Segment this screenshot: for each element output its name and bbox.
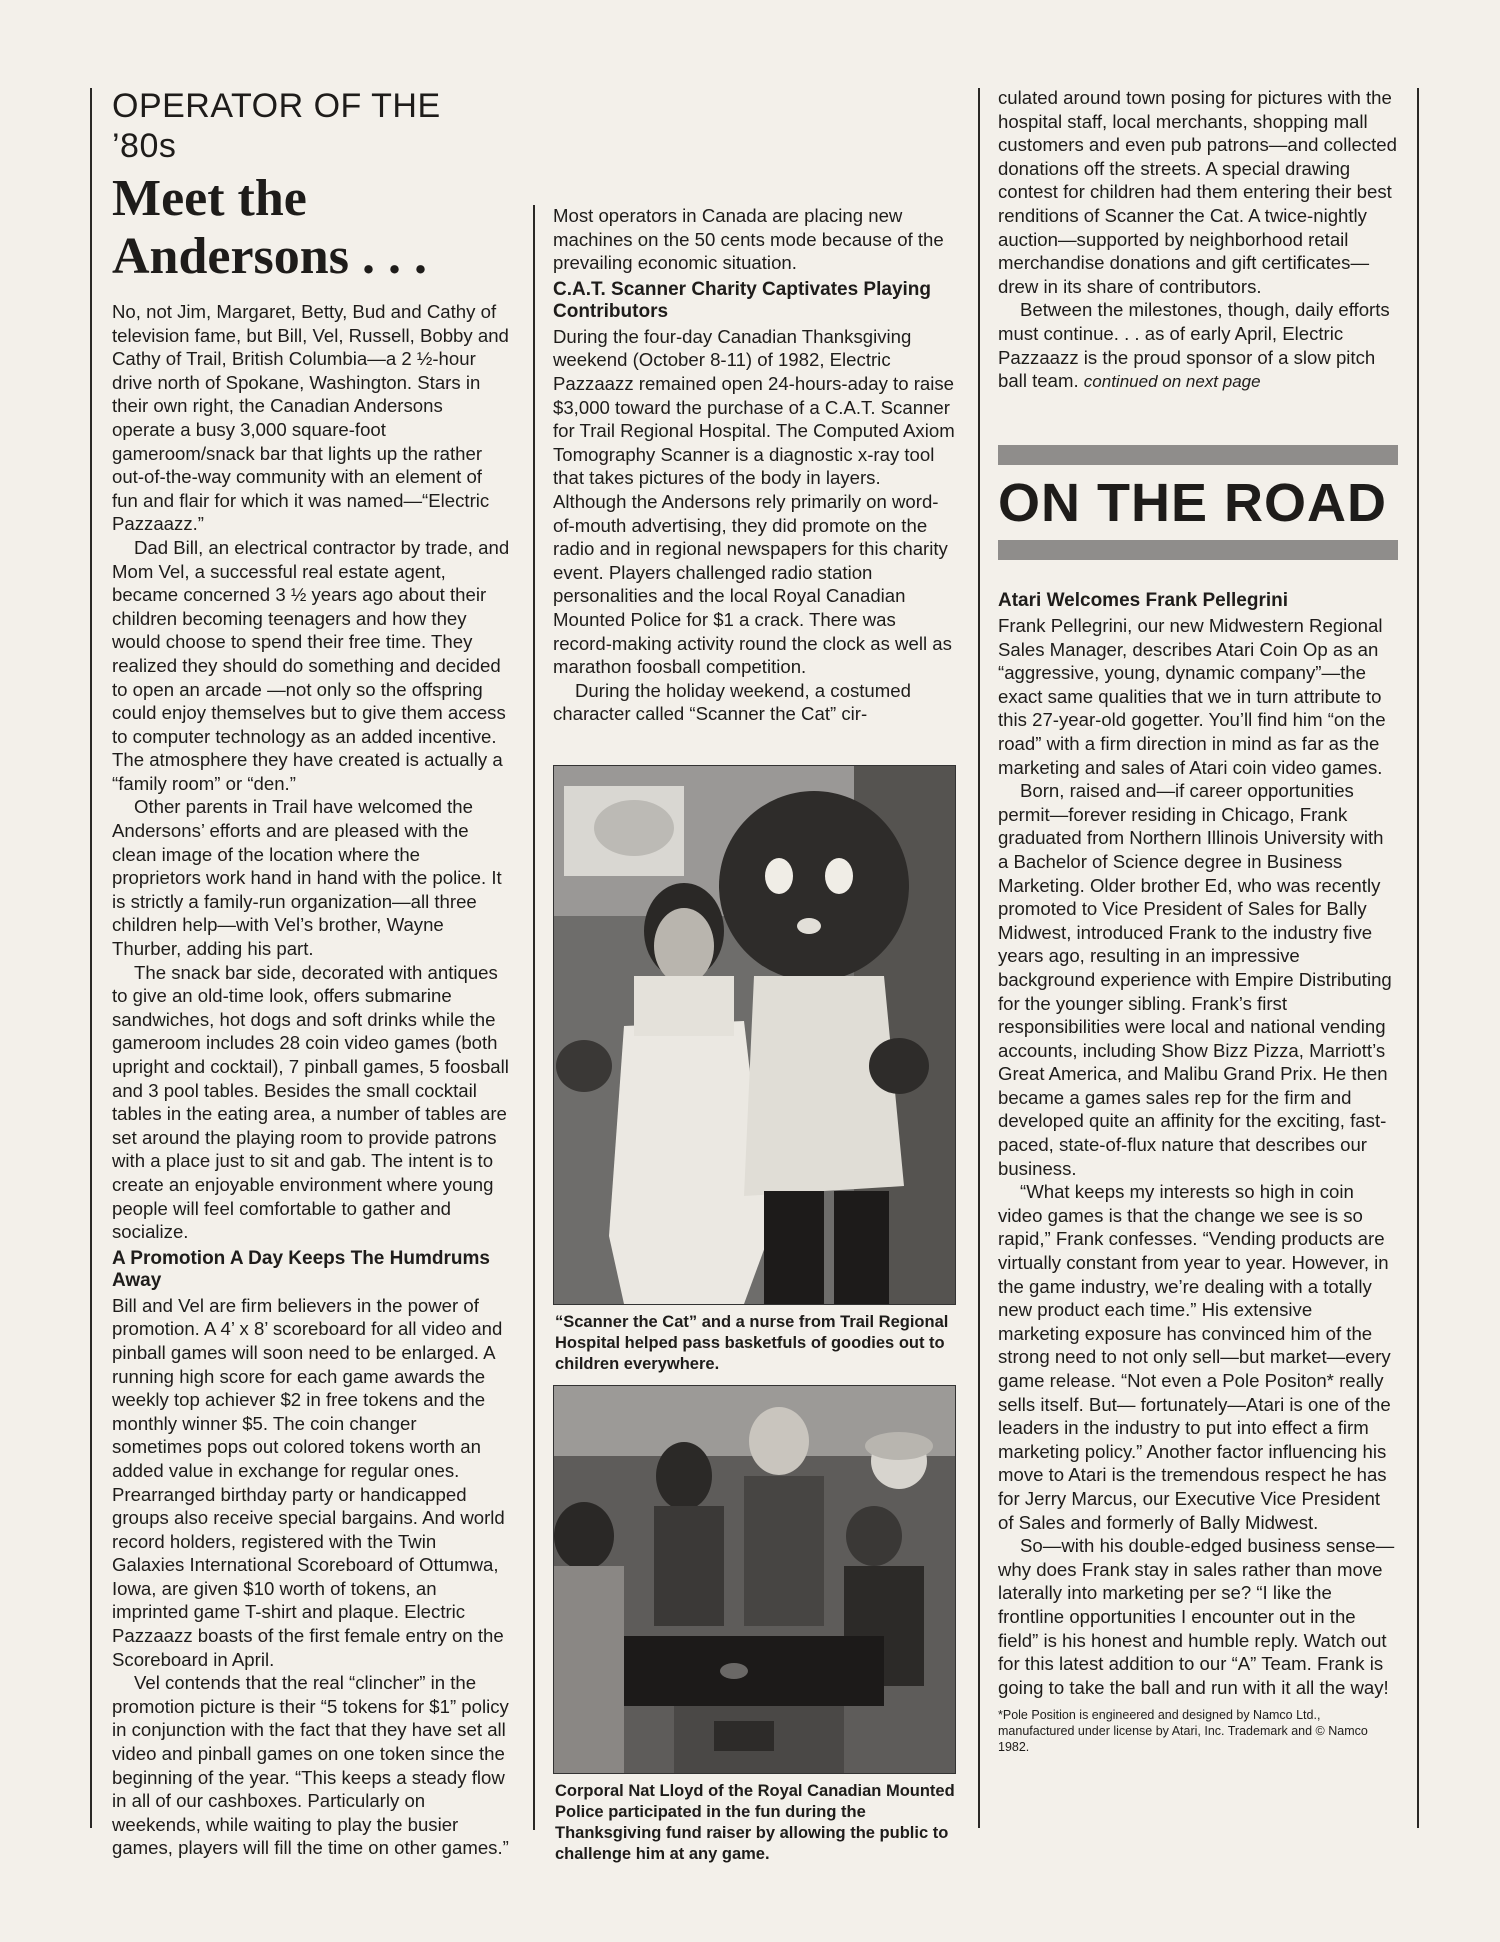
- paragraph: Dad Bill, an electrical contractor by trade, and Mom Vel, a successful real estate agent, became concerned 3 ½ years ago about their children becoming teenagers and how they would choose to spend their free time. They realized they should do something and decided to open an arcade —not only so the offspring could enjoy themselves but to give them access to computer technology as an added incentive. The atmosphere they have created is actually a “family room” or “den.”: [112, 536, 510, 794]
- paragraph: No, not Jim, Margaret, Betty, Bud and Cathy of television fame, but Bill, Vel, Russell, Bobby and Cathy of Trail, British Columbia—a 2 ½-hour drive north of Spokane, Washington. Stars in their own right, the Canadian Andersons operate a busy 3,000 square-foot gameroom/snack bar that lights up the rather out-of-the-way community with an element of fun and flair for which it was named—“Electric Pazzaazz.”: [112, 301, 509, 535]
- article-body-col2: [553, 204, 955, 275]
- section-subhead: A Promotion A Day Keeps The Humdrums Away: [112, 1247, 490, 1291]
- banner-stripe-bottom: [998, 540, 1398, 560]
- article-column-1: [112, 86, 510, 1860]
- paragraph: Bill and Vel are firm believers in the power of promotion. A 4’ x 8’ scoreboard for all video and pinball games will soon need to be enlarged. A running high score for each game awards the weekly top achiever $2 in free tokens and the monthly winner $5. The coin changer sometimes pops out colored tokens worth an added value in exchange for regular ones. Prearranged birthday party or handicapped groups also receive special bargains. And world record holders, registered with the Twin Galaxies International Scoreboard of Ottumwa, Iowa, are given $10 worth of tokens, an imprinted game T-shirt and plaque. Electric Pazzaazz boasts of the first female entry on the Scoreboard in April.: [112, 1294, 505, 1670]
- photo-corporal-lloyd: [553, 1385, 956, 1774]
- paragraph: Born, raised and—if career opportunities permit—forever residing in Chicago, Frank graduated from Northern Illinois University with a Bachelor of Science degree in Business Marketing. Older brother Ed, who was recently promoted to Vice President of Sales for Bally Midwest, introduced Frank to the industry five years ago, resulting in an impressive background experience with Empire Distributing for the younger sibling. Frank’s first responsibilities were local and national vending accounts, including Show Bizz Pizza, Marriott’s Great America, and Malibu Grand Prix. He then became a games sales rep for the firm and developed quite an affinity for the exciting, fast-paced, state-of-flux nature that describes our business.: [998, 780, 1392, 1179]
- paragraph: The snack bar side, decorated with antiques to give an old-time look, offers submarine sandwiches, hot dogs and soft drinks while the gameroom includes 28 coin video games (both upright and cocktail), 7 pinball games, 5 foosball and 3 pool tables. Besides the small cocktail tables in the eating area, a number of tables are set around the playing room to provide patrons with a place just to sit and gab. The intent is to create an enjoyable environment where young people will feel comfortable to gather and socialize.: [112, 961, 509, 1243]
- photo-scanner-the-cat-image: [554, 766, 955, 1304]
- paragraph: Other parents in Trail have welcomed the Andersons’ efforts and are pleased with the clean image of the location where the proprietors work hand in hand with the police. It is strictly a family-run organization—all three children help—with Vel’s brother, Wayne Thurber, adding his part.: [112, 796, 502, 960]
- paragraph: “What keeps my interests so high in coin video games is that the change we see is so rapid,” Frank confesses. “Vending products are virtually constant from year to year. However, in the game industry, we’re dealing with a totally new product each time.” His extensive marketing exposure has convinced him of the strong need to not only sell—but market—every game release. “Not even a Pole Positon* really sells itself. But— fortunately—Atari is one of the leaders in the industry to put into effect a firm marketing policy.” Another factor influencing his move to Atari is the tremendous respect he has for Jerry Marcus, our Executive Vice President of Sales and formerly of Bally Midwest.: [998, 1181, 1391, 1533]
- photo-corporal-lloyd-image: [554, 1386, 955, 1773]
- article-body-col2b: [553, 325, 955, 726]
- paragraph: During the four-day Canadian Thanksgiving weekend (October 8-11) of 1982, Electric Pazzaazz remained open 24-hours-aday to raise $3,000 toward the purchase of a C.A.T. Scanner for Trail Regional Hospital. The Computed Axiom Tomography Scanner is a diagnostic x-ray tool that takes pictures of the body in layers. Although the Andersons rely primarily on word-of-mouth advertising, they did promote on the radio and in regional newspapers for this charity event. Players challenged radio station personalities and the local Royal Canadian Mounted Police for $1 a crack. There was record-making activity round the clock as well as marathon foosball competition.: [553, 325, 955, 678]
- paragraph: So—with his double-edged business sense—why does Frank stay in sales rather than move laterally into marketing per se? “I like the frontline opportunities I encounter out in the field” is his honest and humble reply. Watch out for this latest addition to our “A” Team. Frank is going to take the ball and run with it all the way!: [998, 1535, 1395, 1698]
- banner-stripe-top: [998, 445, 1398, 465]
- paragraph: Most operators in Canada are placing new machines on the 50 cents mode because of the prevailing economic situation.: [553, 205, 944, 274]
- article-body-col1: [112, 300, 510, 1244]
- article-column-3: [998, 86, 1398, 394]
- on-the-road-title: ON THE ROAD: [998, 473, 1387, 533]
- article-kicker: OPERATOR OF THE ’80s: [112, 87, 441, 165]
- article-body-col3: [998, 86, 1398, 394]
- column-rule-middle: [533, 205, 535, 1830]
- section-subhead: C.A.T. Scanner Charity Captivates Playing Contributors: [553, 278, 932, 322]
- footnote: *Pole Position is engineered and designed by Namco Ltd., manufactured under license by Atari, Inc. Trademark and © Namco 1982.: [998, 1708, 1368, 1755]
- paragraph: Frank Pellegrini, our new Midwestern Regional Sales Manager, describes Atari Coin Op as an “aggressive, young, dynamic company”—the exact same qualities that we in turn attribute to this 27-year-old gogetter. You’ll find him “on the road” with a firm direction in mind as far as the marketing and sales of Atari coin video games.: [998, 615, 1386, 778]
- paragraph: Vel contends that the real “clincher” in the promotion picture is their “5 tokens for $1” policy in conjunction with the fact that they have set all video and pinball games on one token since the beginning of the year. “This keeps a steady flow in all of our cashboxes. Particularly on weekends, while waiting to play the busier games, players will fill the time on other games.”: [112, 1672, 509, 1859]
- photo-caption-1: “Scanner the Cat” and a nurse from Trail Regional Hospital helped pass basketfuls of goodies out to children everywhere.: [555, 1313, 949, 1373]
- section-subhead: Atari Welcomes Frank Pellegrini: [998, 590, 1289, 611]
- column-rule-right-b: [1417, 88, 1419, 1828]
- paragraph: [998, 298, 1398, 393]
- photo-caption-2: Corporal Nat Lloyd of the Royal Canadian Mounted Police participated in the fun during the Thanksgiving fund raiser by allowing the public to challenge him at any game.: [555, 1782, 955, 1863]
- column-rule-left: [90, 88, 92, 1828]
- paragraph-text: Between the milestones, though, daily efforts must continue. . . as of early April, Electric Pazzaazz is the proud sponsor of a slow pitch ball team.: [998, 299, 1390, 392]
- on-the-road-body: [998, 614, 1398, 1699]
- column-rule-right-a: [978, 88, 980, 1828]
- article-column-2: [553, 204, 955, 726]
- paragraph: culated around town posing for pictures with the hospital staff, local merchants, shopping mall customers and even pub patrons—and collected donations off the streets. A special drawing contest for children had them entering their best renditions of Scanner the Cat. A twice-nightly auction—supported by neighborhood retail merchandise donations and gift certificates—drew in its share of contributors.: [998, 87, 1397, 297]
- continued-note: continued on next page: [1083, 372, 1261, 392]
- on-the-road-article: [998, 586, 1398, 1755]
- article-headline: Meet the Andersons . . .: [112, 170, 427, 285]
- article-body-col1b: [112, 1294, 510, 1860]
- paragraph: During the holiday weekend, a costumed character called “Scanner the Cat” cir-: [553, 679, 911, 725]
- photo-scanner-the-cat: [553, 765, 956, 1305]
